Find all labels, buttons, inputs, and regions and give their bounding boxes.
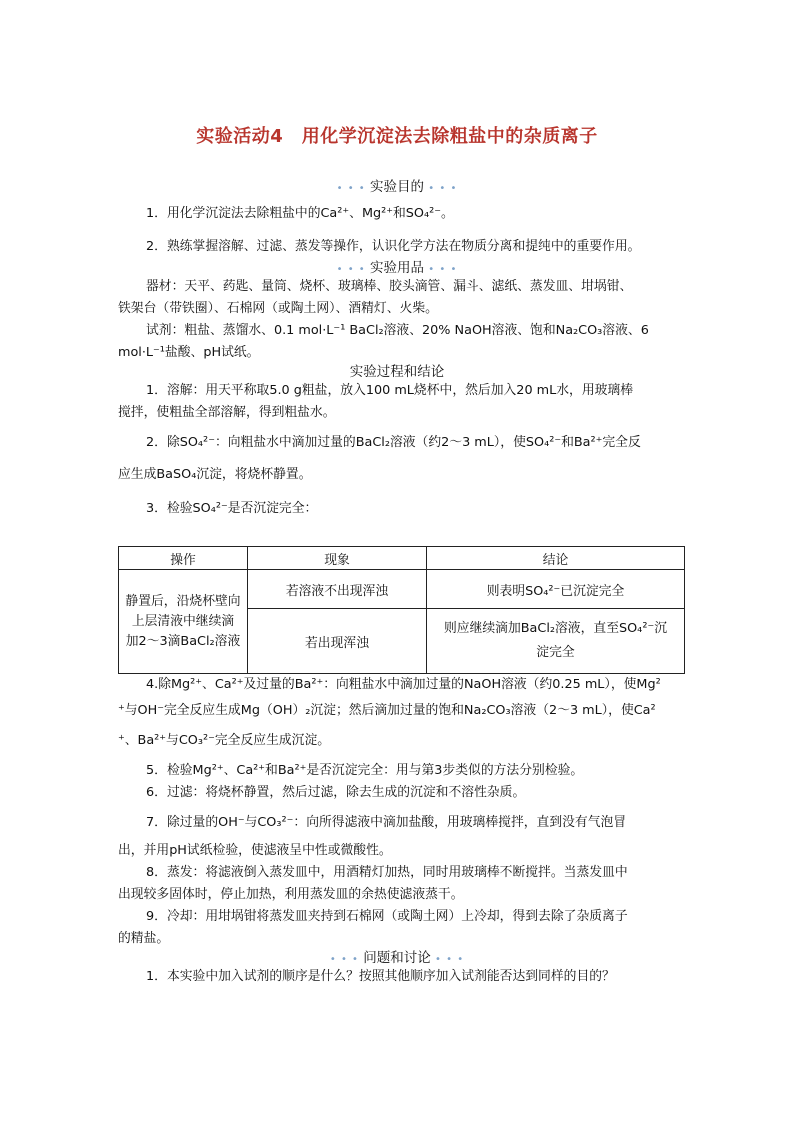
step-3: 3．检验SO₄²⁻是否沉淀完全： [146,501,318,516]
equipment-line-1: 器材：天平、药匙、量筒、烧杯、玻璃棒、胶头滴管、漏斗、滤纸、蒸发皿、坩埚钳、 [146,279,633,294]
check-table [118,546,685,674]
operation-text: 上层清液中继续滴 [131,613,235,629]
step-4-line-2: ⁺与OH⁻完全反应生成Mg（OH）₂沉淀；然后滴加过量的饱和Na₂CO₃溶液（2～3 mL），使Ca² [118,703,656,718]
conclusion-text: 则应继续滴加BaCl₂溶液，直至SO₄²⁻沉 [443,621,667,636]
purpose-item-2: 2．熟练掌握溶解、过滤、蒸发等操作，认识化学方法在物质分离和提纯中的重要作用。 [146,239,641,254]
table-header: 操作 [119,547,248,570]
section-heading-purpose [0,175,794,195]
step-7-line-1: 7．除过量的OH⁻与CO₃²⁻：向所得滤液中滴加盐酸，用玻璃棒搅拌，直到没有气泡冒 [146,815,627,830]
section-title: 实验目的 [370,179,424,195]
step-2-line-2: 应生成BaSO₄沉淀，将烧杯静置。 [118,467,312,482]
purpose-item-1: 1．用化学沉淀法去除粗盐中的Ca²⁺、Mg²⁺和SO₄²⁻。 [146,206,454,221]
decor-dots-right: • • • [435,954,465,965]
operation-cell [119,570,248,674]
step-1-line-2: 搅拌，使粗盐全部溶解，得到粗盐水。 [118,405,336,420]
section-heading-materials [0,256,794,276]
conclusion-text: 淀完全 [536,645,575,660]
step-9-line-2: 的精盐。 [118,931,170,946]
page-title: 实验活动4 用化学沉淀法去除粗盐中的杂质离子 [196,126,598,147]
step-2-line-1: 2．除SO₄²⁻：向粗盐水中滴加过量的BaCl₂溶液（约2～3 mL），使SO₄²⁻和Ba²⁺完全反 [146,435,641,450]
reagents-line-2: mol·L⁻¹盐酸、pH试纸。 [118,345,260,360]
step-7-line-2: 出，并用pH试纸检验，使滤液呈中性或微酸性。 [118,843,392,858]
step-1-line-1: 1．溶解：用天平称取5.0 g粗盐，放入100 mL烧杯中，然后加入20 mL水，用玻璃棒 [146,383,634,398]
decor-dots-left: • • • [336,264,366,275]
section-heading-discussion [0,946,794,966]
operation-text: 静置后，沿烧杯壁向 [125,593,241,609]
conclusion-cell: 则表明SO₄²⁻已沉淀完全 [427,570,685,609]
step-8-line-1: 8．蒸发：将滤液倒入蒸发皿中，用酒精灯加热，同时用玻璃棒不断搅拌。当蒸发皿中 [146,865,628,880]
decor-dots-left: • • • [329,954,359,965]
table-header: 现象 [248,547,427,570]
phenomenon-cell: 若溶液不出现浑浊 [248,570,427,609]
section-title: 问题和讨论 [363,950,431,966]
step-8-line-2: 出现较多固体时，停止加热，利用蒸发皿的余热使滤液蒸干。 [118,887,464,902]
step-4-line-1: 4.除Mg²⁺、Ca²⁺及过量的Ba²⁺：向粗盐水中滴加过量的NaOH溶液（约0.25 mL），使Mg² [146,677,661,692]
table-header: 结论 [427,547,685,570]
equipment-line-2: 铁架台（带铁圈）、石棉网（或陶土网）、酒精灯、火柴。 [118,301,438,316]
step-4-line-3: ⁺、Ba²⁺与CO₃²⁻完全反应生成沉淀。 [118,733,331,748]
reagents-line-1: 试剂：粗盐、蒸馏水、0.1 mol·L⁻¹ BaCl₂溶液、20% NaOH溶液、饱和Na₂CO₃溶液、6 [146,323,649,338]
discussion-item-1: 1．本实验中加入试剂的顺序是什么？按照其他顺序加入试剂能否达到同样的目的？ [146,969,615,984]
phenomenon-cell: 若出现浑浊 [248,609,427,674]
decor-dots-right: • • • [428,264,458,275]
step-5: 5．检验Mg²⁺、Ca²⁺和Ba²⁺是否沉淀完全：用与第3步类似的方法分别检验。 [146,763,584,778]
step-9-line-1: 9．冷却：用坩埚钳将蒸发皿夹持到石棉网（或陶土网）上冷却，得到去除了杂质离子 [146,909,628,924]
table-row [119,570,685,609]
decor-dots-left: • • • [336,183,366,194]
section-heading-process: 实验过程和结论 [349,364,445,380]
step-6: 6．过滤：将烧杯静置，然后过滤，除去生成的沉淀和不溶性杂质。 [146,785,526,800]
operation-text: 加2～3滴BaCl₂溶液 [125,633,241,649]
conclusion-cell [427,609,685,674]
section-title: 实验用品 [370,260,424,276]
decor-dots-right: • • • [428,183,458,194]
table-header-row [119,547,685,570]
